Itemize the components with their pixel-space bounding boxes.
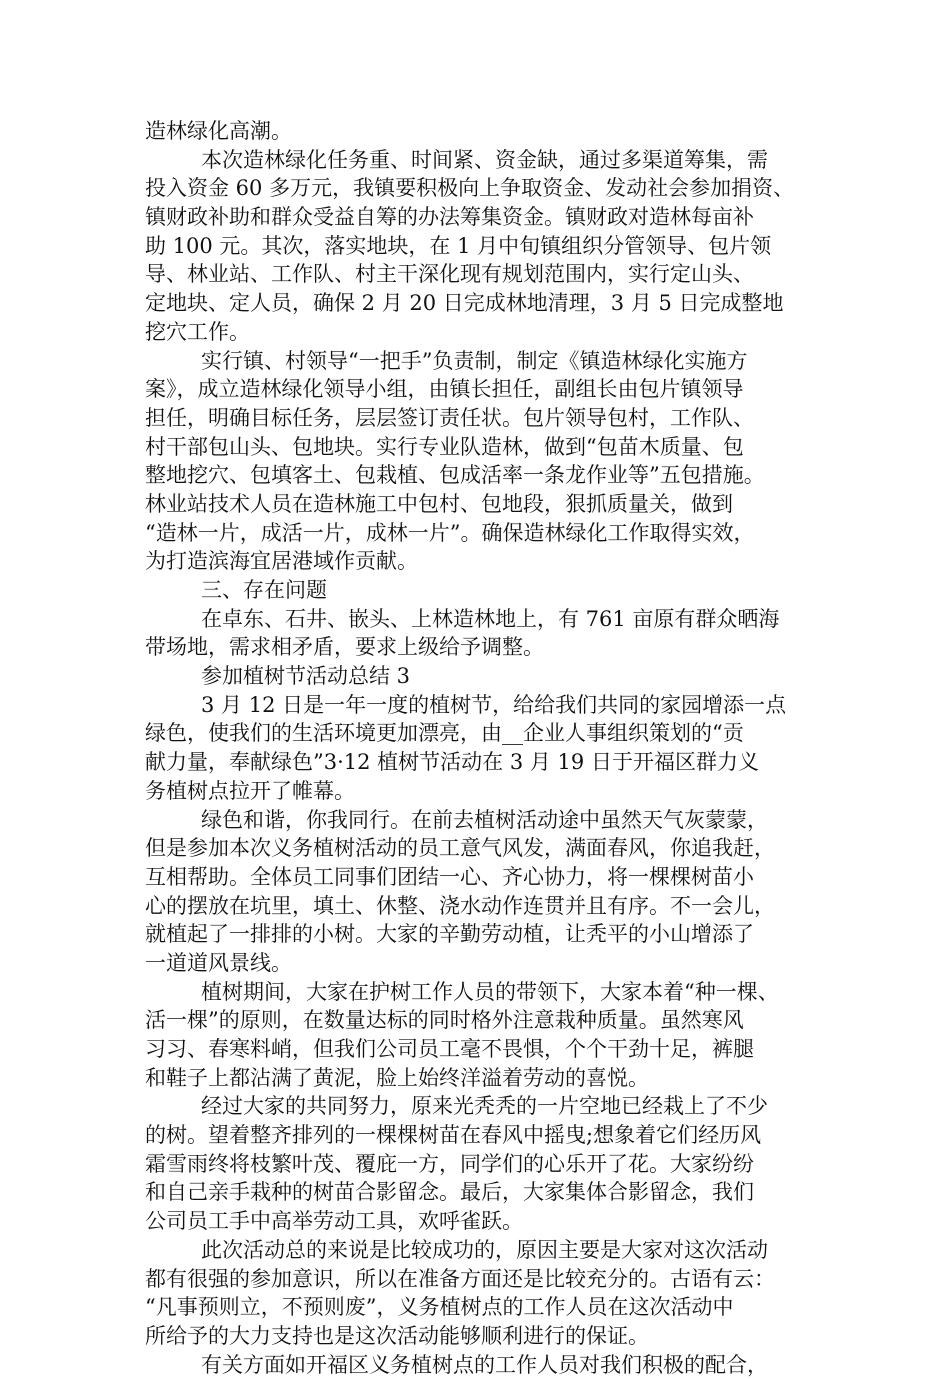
- text-line: 务植树点拉开了帷幕。: [145, 778, 355, 803]
- text-line: 导、林业站、工作队、村主干深化现有规划范围内，实行定山头、: [145, 262, 754, 287]
- text-line: 的树。望着整齐排列的一棵棵树苗在春风中摇曳;想象着它们经历风: [145, 1123, 762, 1148]
- text-line: 互相帮助。全体员工同事们团结一心、齐心协力，将一棵棵树苗小: [145, 864, 754, 889]
- text-line: 带场地，需求相矛盾，要求上级给予调整。: [145, 635, 544, 660]
- text-line: 三、存在问题: [201, 578, 327, 602]
- text-line: 林业站技术人员在造林施工中包村、包地段，狠抓质量关，做到: [145, 491, 733, 516]
- text-line: “造林一片，成活一片，成林一片”。确保造林绿化工作取得实效，: [145, 520, 755, 545]
- text-line: 就植起了一排排的小树。大家的辛勤劳动植，让秃平的小山增添了: [145, 922, 754, 947]
- text-line: 都有很强的参加意识，所以在准备方面还是比较充分的。古语有云：: [145, 1266, 775, 1291]
- text-line: 定地块、定人员，确保 2 月 20 日完成林地清理，3 月 5 日完成整地: [145, 291, 784, 316]
- text-line: 案》，成立造林绿化领导小组，由镇长担任，副组长由包片镇领导: [145, 377, 744, 402]
- text-line: 此次活动总的来说是比较成功的，原因主要是大家对这次活动: [201, 1237, 768, 1262]
- text-line: 镇财政补助和群众受益自筹的办法筹集资金。镇财政对造林每亩补: [145, 205, 754, 230]
- text-line: 3 月 12 日是一年一度的植树节，给给我们共同的家园增添一点: [201, 692, 787, 717]
- text-line: 有关方面如开福区义务植树点的工作人员对我们积极的配合，: [201, 1352, 768, 1377]
- text-line: 和鞋子上都沾满了黄泥，脸上始终洋溢着劳动的喜悦。: [145, 1065, 649, 1090]
- text-line: 整地挖穴、包填客土、包栽植、包成活率一条龙作业等”五包措施。: [145, 463, 765, 488]
- text-line: 一道道风景线。: [145, 950, 292, 975]
- text-line: 参加植树节活动总结 3: [201, 664, 411, 689]
- text-line: 绿色，使我们的生活环境更加漂亮，由__企业人事组织策划的“贡: [145, 721, 744, 746]
- text-line: 在卓东、石井、嵌头、上林造林地上，有 761 亩原有群众晒海: [201, 606, 780, 631]
- text-line: 和自己亲手栽种的树苗合影留念。最后，大家集体合影留念，我们: [145, 1180, 754, 1205]
- text-line: 村干部包山头、包地块。实行专业队造林，做到“包苗木质量、包: [145, 434, 744, 459]
- text-line: 担任，明确目标任务，层层签订责任状。包片领导包村，工作队、: [145, 405, 754, 430]
- text-line: 为打造滨海宜居港域作贡献。: [145, 549, 418, 574]
- text-line: 但是参加本次义务植树活动的员工意气风发，满面春风，你追我赶，: [145, 836, 775, 861]
- text-line: “凡事预则立，不预则废”，义务植树点的工作人员在这次活动中: [145, 1295, 734, 1320]
- text-line: 实行镇、村领导“一把手”负责制，制定《镇造林绿化实施方: [201, 348, 748, 373]
- text-line: 心的摆放在坑里，填土、休整、浇水动作连贯并且有序。不一会儿，: [145, 893, 775, 918]
- text-line: 习习、春寒料峭，但我们公司员工毫不畏惧，个个干劲十足，裤腿: [145, 1037, 754, 1061]
- document-body: [145, 117, 825, 1379]
- text-line: 所给予的大力支持也是这次活动能够顺利进行的保证。: [145, 1323, 649, 1348]
- text-line: 霜雪雨终将枝繁叶茂、覆庇一方，同学们的心乐开了花。大家纷纷: [145, 1151, 754, 1176]
- text-line: 本次造林绿化任务重、时间紧、资金缺，通过多渠道筹集，需: [201, 147, 768, 172]
- text-line: 公司员工手中高举劳动工具，欢呼雀跃。: [145, 1209, 523, 1234]
- text-line: 投入资金 60 多万元，我镇要积极向上争取资金、发动社会参加捐资、: [145, 176, 795, 201]
- text-line: 经过大家的共同努力，原来光秃秃的一片空地已经栽上了不少: [201, 1094, 768, 1119]
- text-line: 植树期间，大家在护树工作人员的带领下，大家本着“种一棵、: [201, 979, 779, 1004]
- text-line: 造林绿化高潮。: [145, 119, 292, 143]
- text-line: 挖穴工作。: [145, 319, 250, 344]
- text-line: 助 100 元。其次，落实地块，在 1 月中旬镇组织分管领导、包片领: [145, 233, 772, 258]
- text-line: 活一棵”的原则，在数量达标的同时格外注意栽种质量。虽然寒风: [145, 1008, 744, 1033]
- text-line: 献力量，奉献绿色”3·12 植树节活动在 3 月 19 日于开福区群力义: [145, 750, 759, 775]
- text-line: 绿色和谐，你我同行。在前去植树活动途中虽然天气灰蒙蒙，: [201, 807, 768, 832]
